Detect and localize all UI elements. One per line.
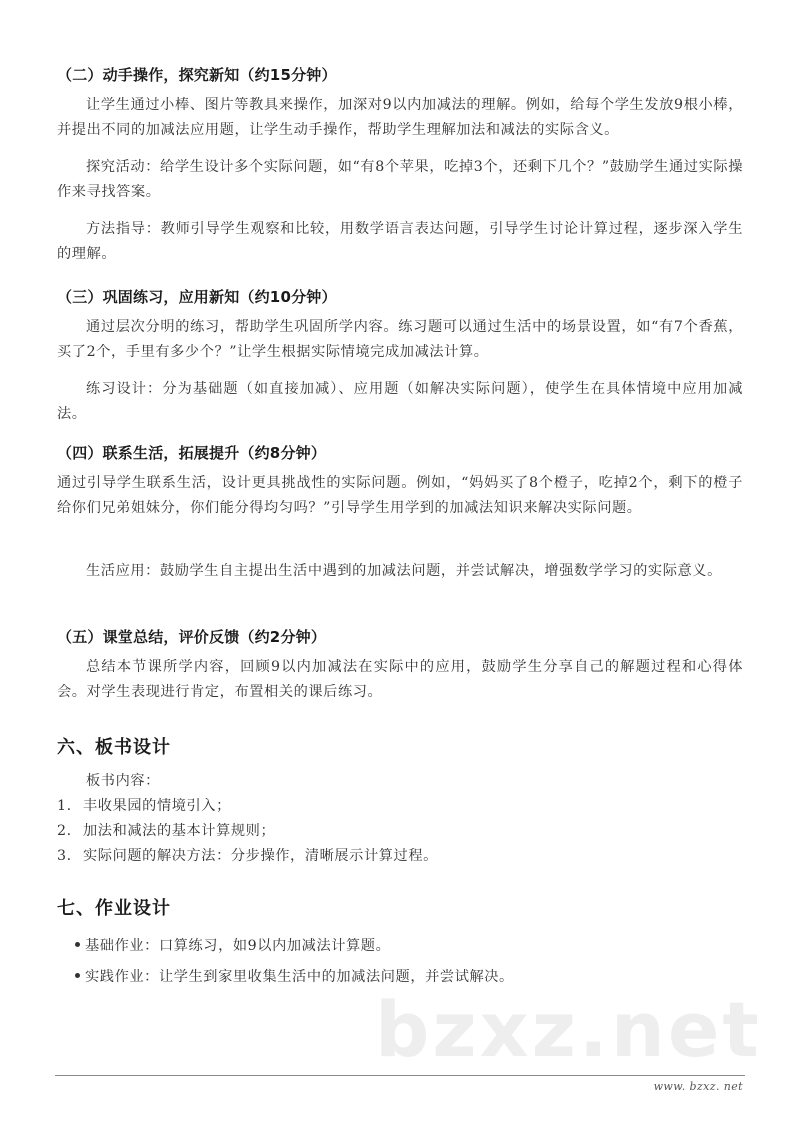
subsection-heading-3: （三）巩固练习，应用新知（约10分钟） <box>57 288 337 306</box>
section-heading-6: 六、板书设计 <box>57 737 171 758</box>
bullet-icon <box>75 942 80 947</box>
board-list-item <box>57 845 438 865</box>
bullet-text: 基础作业：口算练习，如9以内加减法计算题。 <box>85 938 391 954</box>
homework-bullet <box>75 966 514 986</box>
paragraph: 练习设计：分为基础题（如直接加减）、应用题（如解决实际问题），使学生在具体情境中应用加减法。 <box>57 381 743 422</box>
list-text: 加法和减法的基本计算规则； <box>83 823 276 839</box>
footer-site-link[interactable]: www. bzxz. net <box>653 1080 743 1093</box>
list-text: 实际问题的解决方法：分步操作，清晰展示计算过程。 <box>83 848 438 864</box>
list-number: 2. <box>57 823 72 839</box>
paragraph: 通过引导学生联系生活，设计更具挑战性的实际问题。例如，“妈妈买了8个橙子，吃掉2个，剩下的橙子给你们兄弟姐妹分，你们能分得均匀吗？”引导学生用学到的加减法知识来解决实际问题。 <box>57 475 743 516</box>
paragraph: 通过层次分明的练习，帮助学生巩固所学内容。练习题可以通过生活中的场景设置，如“有7个香蕉，买了2个，手里有多少个？”让学生根据实际情境完成加减法计算。 <box>57 319 743 360</box>
paragraph: 总结本节课所学内容，回顾9以内加减法在实际中的应用，鼓励学生分享自己的解题过程和心得体会。对学生表现进行肯定，布置相关的课后练习。 <box>57 659 743 700</box>
paragraph: 生活应用：鼓励学生自主提出生活中遇到的加减法问题，并尝试解决，增强数学学习的实际意义。 <box>86 563 722 579</box>
list-text: 丰收果园的情境引入； <box>83 798 231 814</box>
subsection-heading-4: （四）联系生活，拓展提升（约8分钟） <box>57 444 327 462</box>
board-list-item <box>57 820 275 840</box>
bullet-text: 实践作业：让学生到家里收集生活中的加减法问题，并尝试解决。 <box>85 969 514 985</box>
list-number: 1. <box>57 798 72 814</box>
footer-divider <box>55 1075 745 1076</box>
paragraph: 探究活动：给学生设计多个实际问题，如“有8个苹果，吃掉3个，还剩下几个？”鼓励学生通过实际操作来寻找答案。 <box>57 159 743 200</box>
board-list-item <box>57 795 231 815</box>
bullet-icon <box>75 973 80 978</box>
board-intro: 板书内容： <box>86 773 160 789</box>
paragraph: 让学生通过小棒、图片等教具来操作，加深对9以内加减法的理解。例如，给每个学生发放9根小棒，并提出不同的加减法应用题，让学生动手操作，帮助学生理解加法和减法的实际含义。 <box>57 97 743 138</box>
paragraph: 方法指导：教师引导学生观察和比较，用数学语言表达问题，引导学生讨论计算过程，逐步深入学生的理解。 <box>57 221 743 262</box>
list-number: 3. <box>57 848 72 864</box>
section-heading-7: 七、作业设计 <box>57 898 171 919</box>
watermark: bzxz.net <box>375 985 762 1074</box>
homework-bullet <box>75 935 390 955</box>
subsection-heading-2: （二）动手操作，探究新知（约15分钟） <box>57 66 337 84</box>
subsection-heading-5: （五）课堂总结，评价反馈（约2分钟） <box>57 628 327 646</box>
